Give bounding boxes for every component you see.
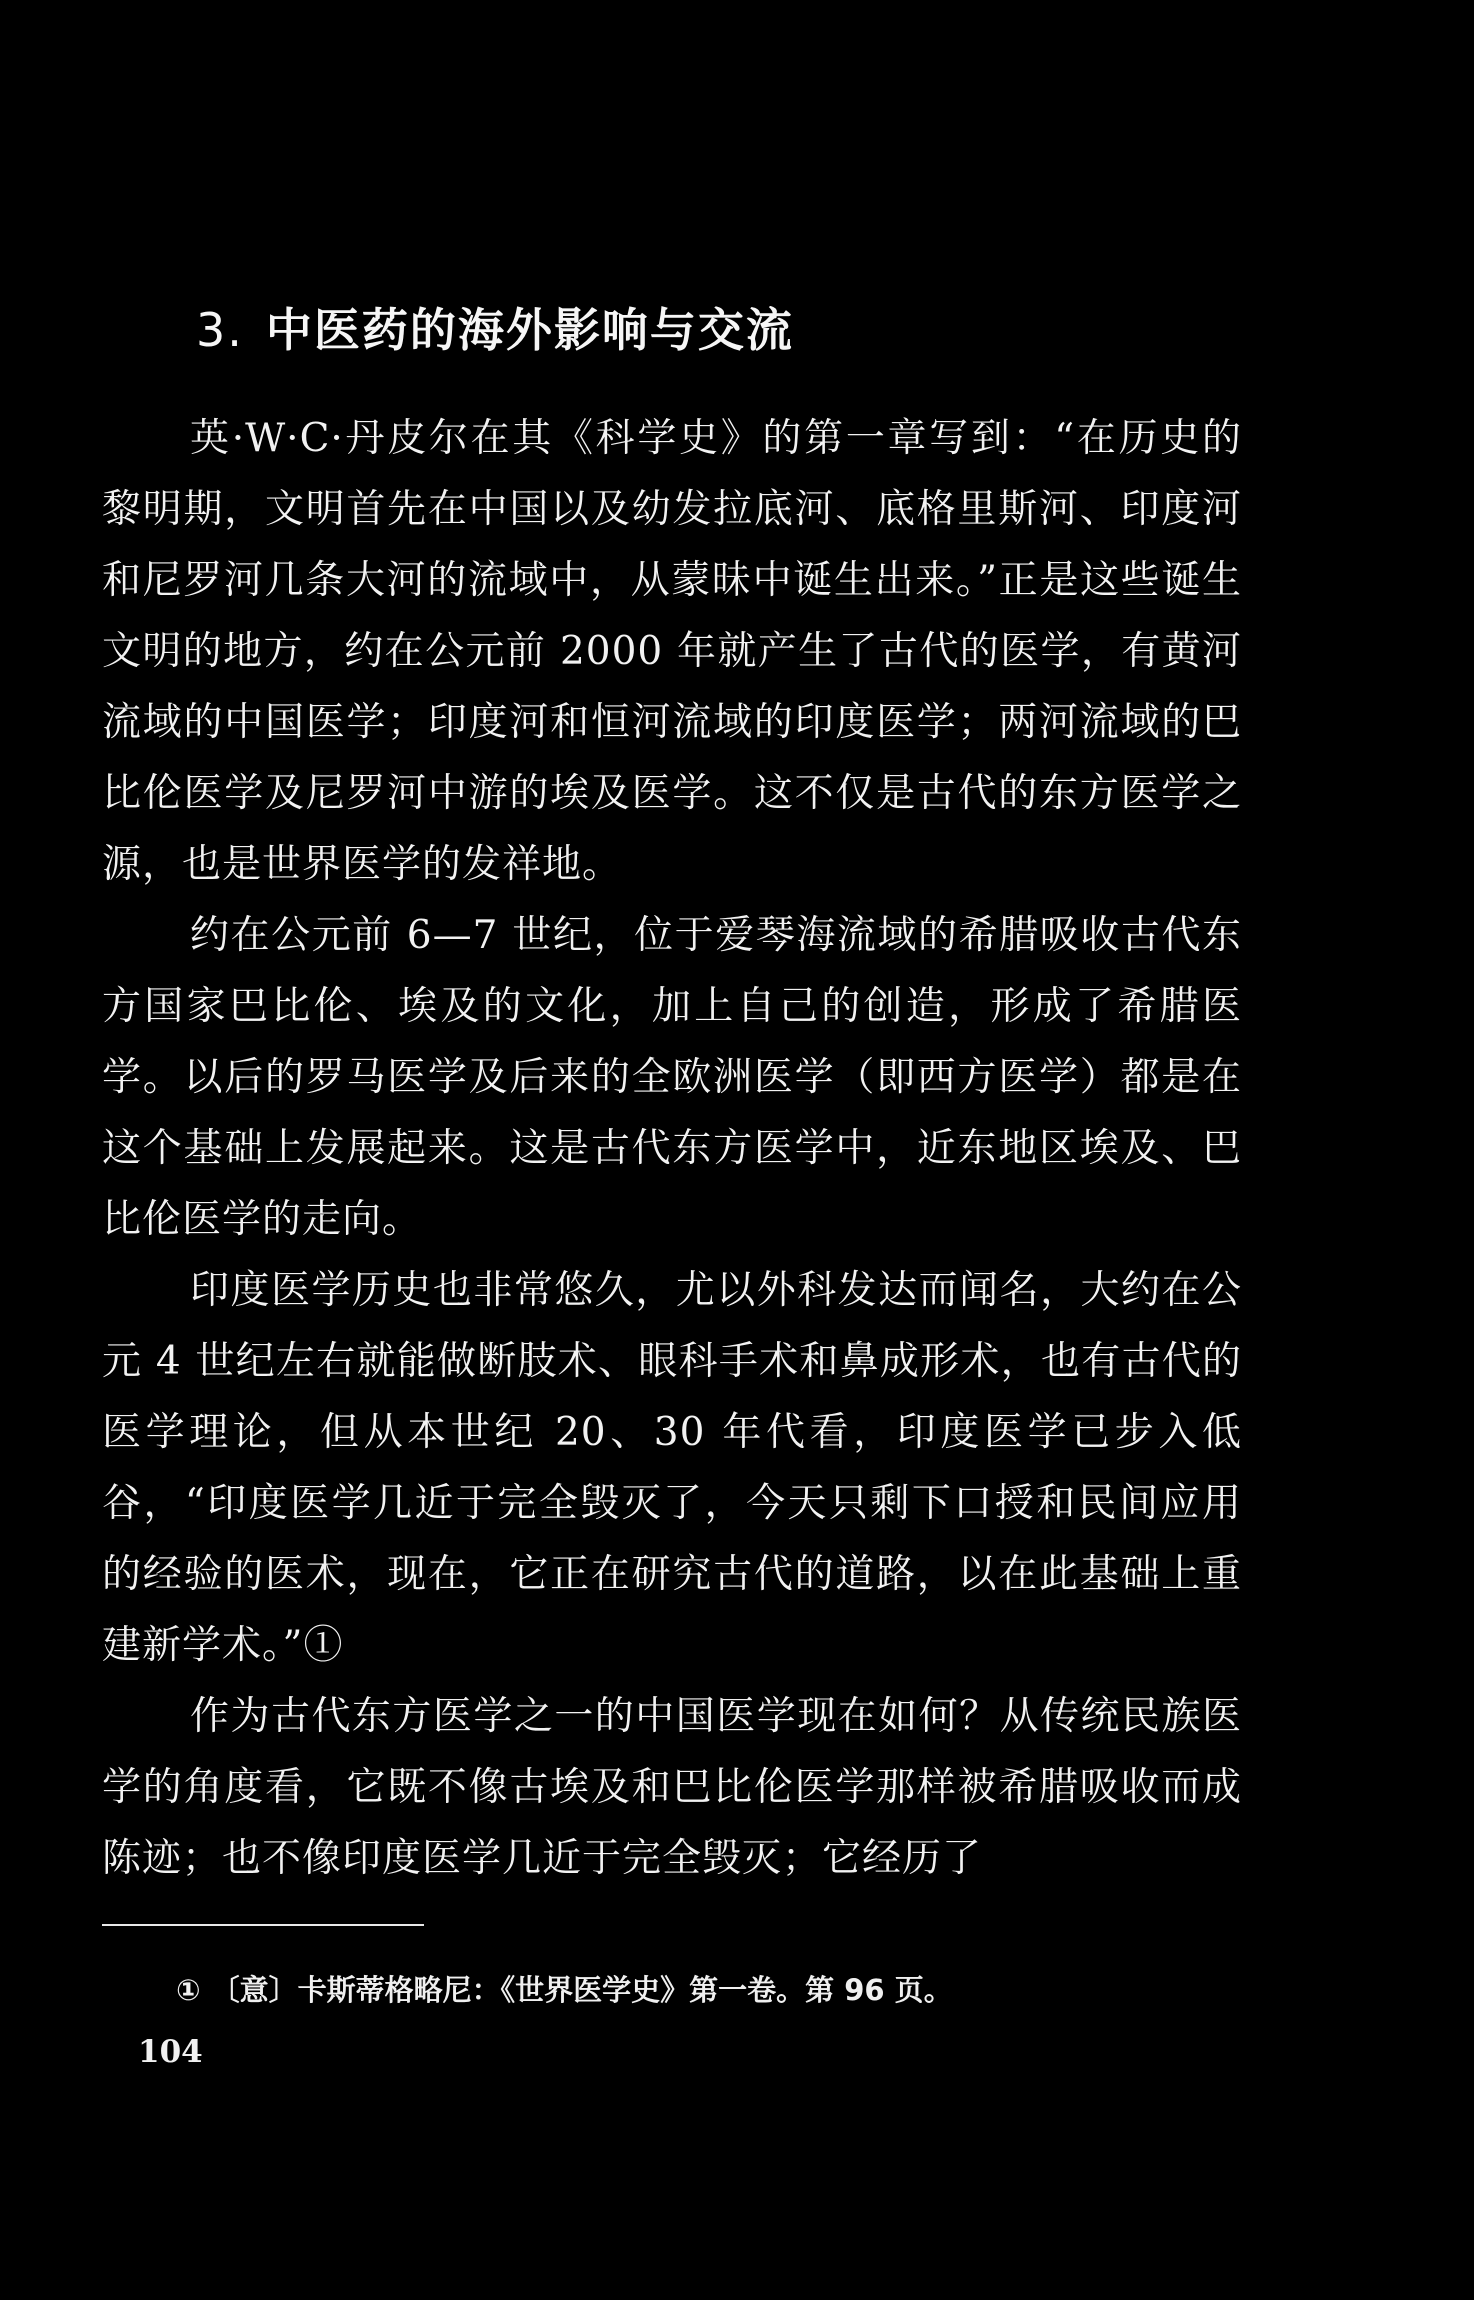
section-heading [196, 300, 794, 360]
footnote: ① 〔意〕卡斯蒂格略尼：《世界医学史》第一卷。第 96 页。 [176, 1973, 953, 2007]
paragraph-4: 作为古代东方医学之一的中国医学现在如何？从传统民族医学的角度看，它既不像古埃及和巴比伦医学那样被希腊吸收而成陈迹；也不像印度医学几近于完全毁灭；它经历了 [102, 1694, 1242, 1881]
paragraph-3: 印度医学历史也非常悠久，尤以外科发达而闻名，大约在公元 4 世纪左右就能做断肢术、眼科手术和鼻成形术，也有古代的医学理论，但从本世纪 20、30 年代看，印度医学已步入低谷，“印度医学几近于完全毁灭了，今天只剩下口授和民间应用的经验的医术，现在，它正在研究古代的道路，以在此基础上重建新学术。”① [102, 1268, 1242, 1668]
section-number: 3. [196, 303, 244, 357]
section-title-text: 中医药的海外影响与交流 [265, 303, 794, 357]
paragraph-2: 约在公元前 6—7 世纪，位于爱琴海流域的希腊吸收古代东方国家巴比伦、埃及的文化，加上自己的创造，形成了希腊医学。以后的罗马医学及后来的全欧洲医学（即西方医学）都是在这个基础上发展起来。这是古代东方医学中，近东地区埃及、巴比伦医学的走向。 [102, 913, 1242, 1242]
page-number: 104 [138, 2034, 203, 2070]
body-text [102, 403, 1242, 1894]
paragraph-1: 英·W·C·丹皮尔在其《科学史》的第一章写到：“在历史的黎明期，文明首先在中国以及幼发拉底河、底格里斯河、印度河和尼罗河几条大河的流域中，从蒙昧中诞生出来。”正是这些诞生文明的地方，约在公元前 2000 年就产生了古代的医学，有黄河流域的中国医学；印度河和恒河流域的印度医学；两河流域的巴比伦医学及尼罗河中游的埃及医学。这不仅是古代的东方医学之源，也是世界医学的发祥地。 [102, 416, 1242, 887]
footnote-divider [102, 1924, 424, 1926]
